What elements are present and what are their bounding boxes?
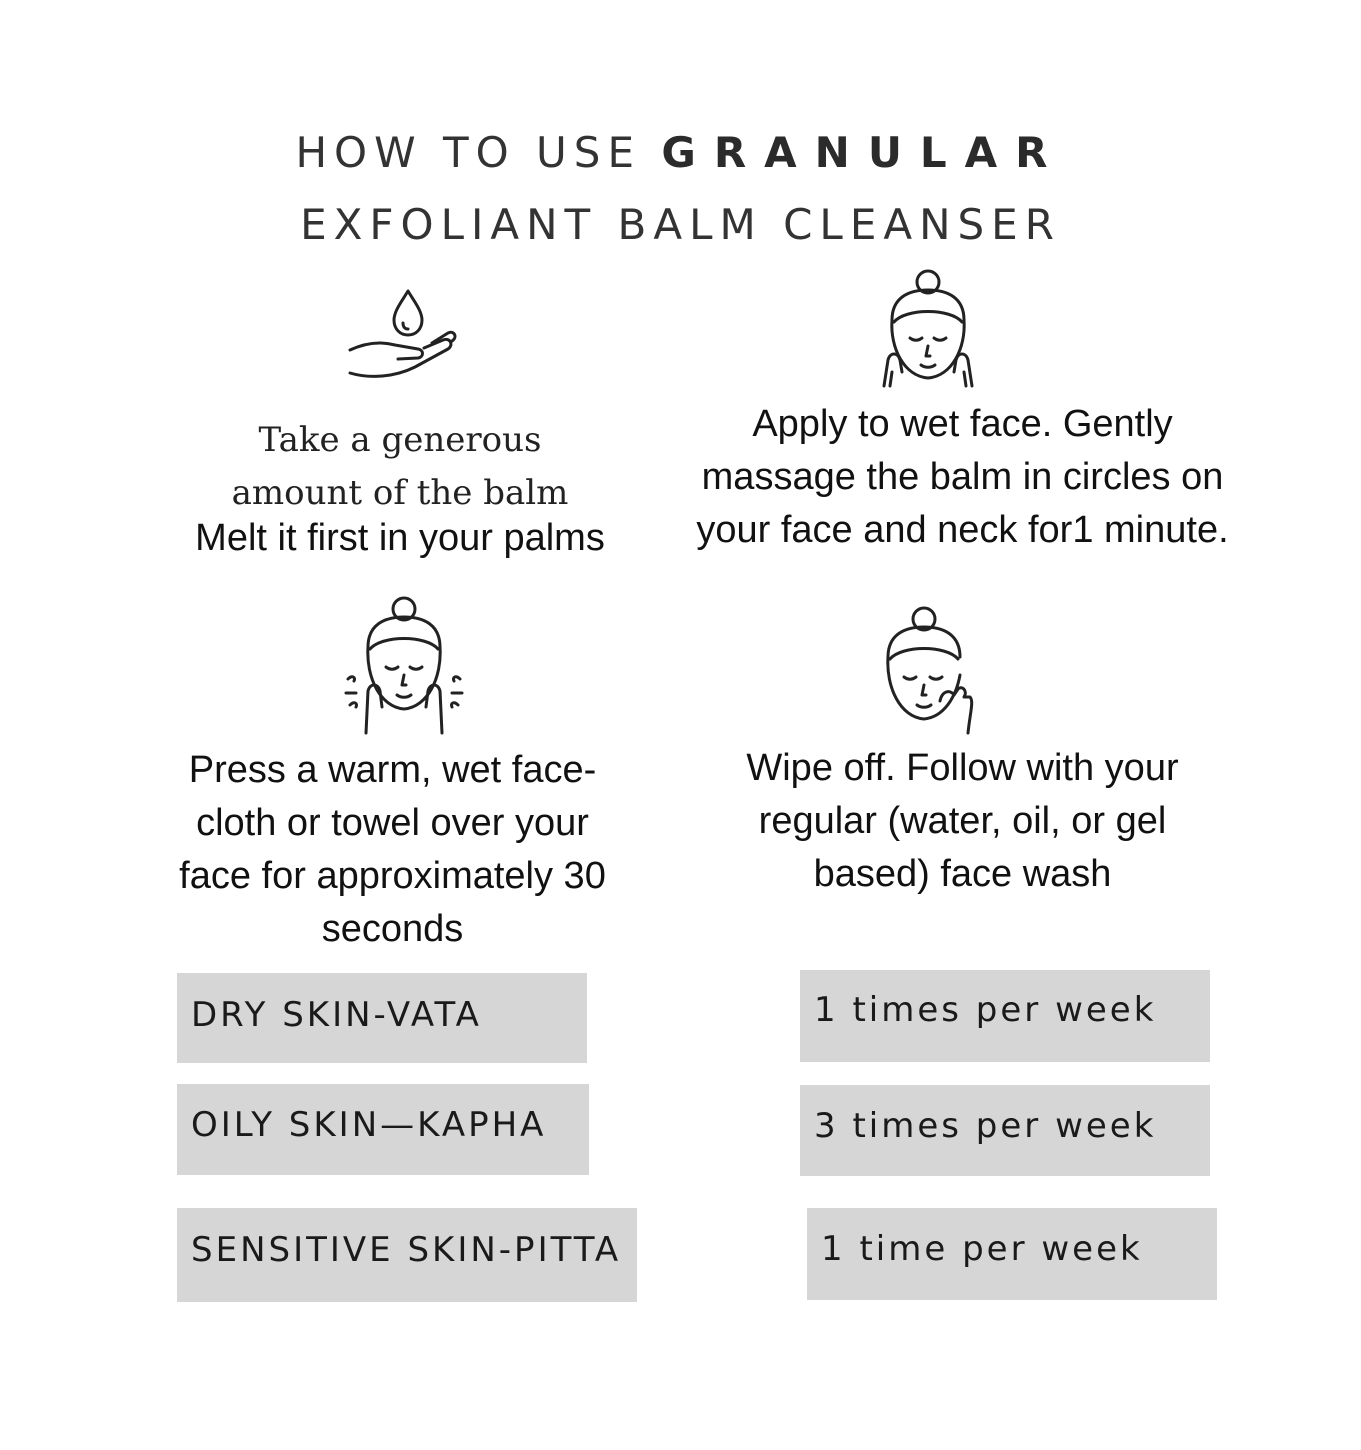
hand-water-drop-icon: [340, 285, 465, 390]
page-title: [0, 128, 1361, 177]
step-text-line: based) face wash: [813, 853, 1112, 895]
step-text-line: Take a generous: [258, 420, 542, 460]
skin-type-dry: DRY SKIN-VATA: [177, 973, 587, 1063]
face-splash-water-icon: [342, 595, 466, 735]
step-take-balm: [150, 414, 650, 565]
frequency-oily: 3 times per week: [800, 1085, 1210, 1176]
frequency-dry: 1 times per week: [800, 970, 1210, 1062]
face-wipe-icon: [878, 605, 978, 735]
face-massage-icon: [878, 268, 978, 390]
step-apply-massage: [660, 398, 1265, 557]
step-wipe-off: [690, 742, 1235, 901]
step-text-line: Press a warm, wet face-: [188, 749, 597, 791]
step-text-line: regular (water, oil, or gel: [758, 800, 1167, 842]
step-text-line: Apply to wet face. Gently: [752, 403, 1173, 445]
step-text-line: your face and neck for1 minute.: [696, 509, 1229, 551]
step-text-line: amount of the balm: [231, 473, 569, 513]
title-prefix: HOW TO USE: [295, 128, 662, 177]
page-subtitle: EXFOLIANT BALM CLEANSER: [300, 200, 1061, 249]
step-text-line: Melt it first in your palms: [195, 517, 605, 559]
skin-type-sensitive: SENSITIVE SKIN-PITTA: [177, 1208, 637, 1302]
step-text-line: seconds: [321, 908, 464, 950]
step-text-line: massage the balm in circles on: [701, 456, 1224, 498]
step-press-cloth: [140, 744, 645, 956]
step-text-line: face for approximately 30: [179, 855, 606, 897]
skin-type-oily: OILY SKIN—KAPHA: [177, 1084, 589, 1175]
step-text-line: Wipe off. Follow with your: [746, 747, 1179, 789]
step-text-line: cloth or towel over your: [196, 802, 589, 844]
brand-name: GRANULAR: [661, 128, 1066, 177]
frequency-sensitive: 1 time per week: [807, 1208, 1217, 1300]
